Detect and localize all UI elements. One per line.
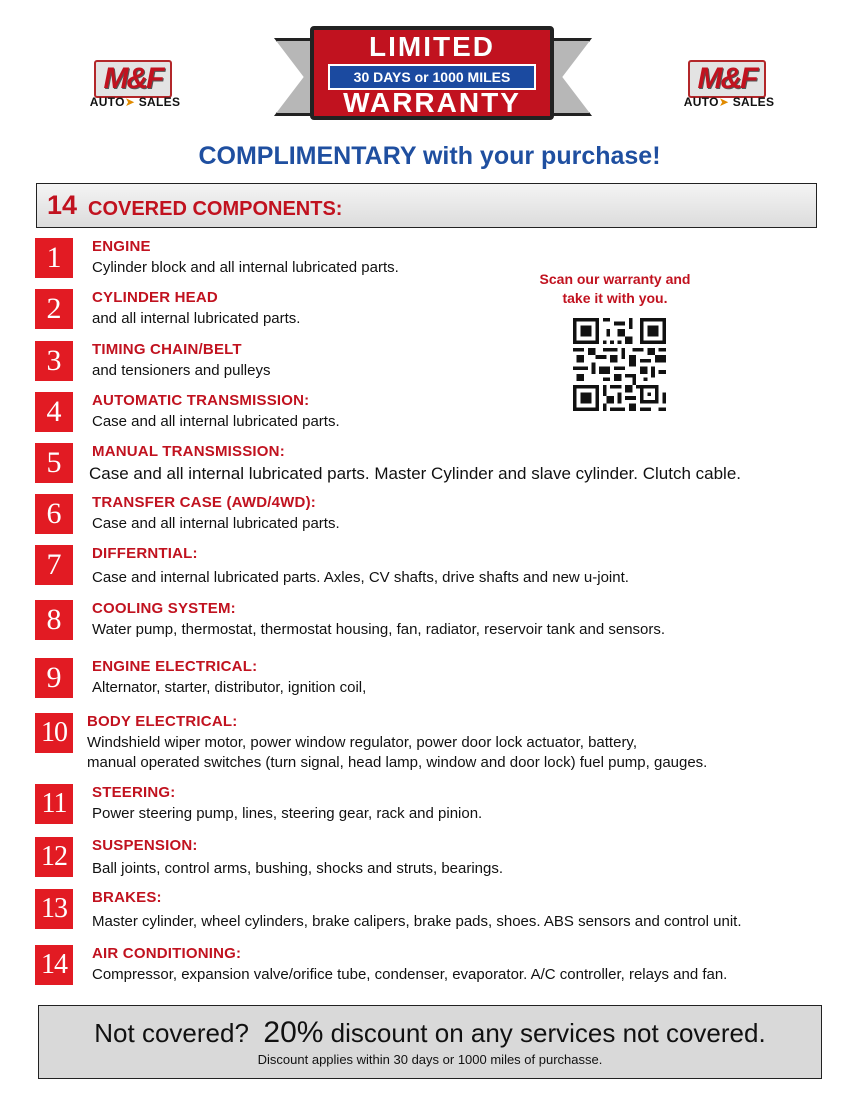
item-description: Case and internal lubricated parts. Axles, CV shafts, drive shafts and new u-joint. [92, 569, 629, 586]
logo-sub [80, 95, 190, 109]
item-title: SUSPENSION: [92, 837, 198, 854]
component-item [35, 600, 835, 646]
component-item [35, 289, 835, 335]
swoosh-icon: ➤ [718, 95, 730, 109]
badge-title-top: LIMITED [369, 31, 495, 62]
component-item [35, 713, 835, 775]
item-number: 7 [35, 545, 73, 585]
component-item [35, 837, 835, 883]
item-title: AIR CONDITIONING: [92, 945, 242, 962]
heading-label: COVERED COMPONENTS: [88, 198, 343, 220]
component-item [35, 494, 835, 540]
item-number: 11 [35, 784, 73, 824]
item-number: 3 [35, 341, 73, 381]
covered-heading [36, 183, 817, 228]
logo-mark: M&F [688, 60, 766, 98]
component-item [35, 545, 835, 591]
item-description: Ball joints, control arms, bushing, shocks and struts, bearings. [92, 860, 504, 877]
component-item [35, 341, 835, 387]
item-title: STEERING: [92, 784, 176, 801]
item-description: and tensioners and pulleys [92, 362, 271, 379]
item-number: 13 [35, 889, 73, 929]
component-item [35, 889, 835, 935]
item-description: and all internal lubricated parts. [92, 310, 301, 327]
component-item [35, 945, 835, 991]
component-item [35, 238, 835, 284]
item-title: DIFFERNTIAL: [92, 545, 198, 562]
item-title: BRAKES: [92, 889, 162, 906]
qr-caption-line2: take it with you. [562, 290, 668, 306]
logo-sub [674, 95, 784, 109]
item-title: TRANSFER CASE (AWD/4WD): [92, 494, 316, 511]
item-title: CYLINDER HEAD [92, 289, 218, 306]
item-description-line2: manual operated switches (turn signal, head lamp, window and door lock) fuel pump, gauges. [87, 754, 708, 771]
logo-mark: M&F [94, 60, 172, 98]
item-title: TIMING CHAIN/BELT [92, 341, 242, 358]
item-description: Case and all internal lubricated parts. [92, 515, 340, 532]
item-description: Case and all internal lubricated parts. Master Cylinder and slave cylinder. Clutch cable. [89, 464, 741, 483]
logo-right [674, 60, 784, 112]
item-title: ENGINE [92, 238, 151, 255]
item-number: 8 [35, 600, 73, 640]
badge-title-bottom: WARRANTY [343, 87, 521, 118]
component-item [35, 443, 835, 489]
item-description: Water pump, thermostat, thermostat housing, fan, radiator, reservoir tank and sensors. [92, 621, 666, 638]
item-description: Alternator, starter, distributor, ignition coil, [92, 679, 367, 696]
discount-line [39, 1016, 821, 1050]
item-title: AUTOMATIC TRANSMISSION: [92, 392, 310, 409]
item-description: Power steering pump, lines, steering gear, rack and pinion. [92, 805, 483, 822]
logo-left [80, 60, 190, 112]
swoosh-icon: ➤ [124, 95, 136, 109]
component-item [35, 784, 835, 830]
heading-count: 14 [47, 190, 78, 220]
item-title: BODY ELECTRICAL: [87, 713, 238, 730]
item-number: 4 [35, 392, 73, 432]
logo-sub-left: AUTO [683, 95, 719, 109]
item-number: 10 [35, 713, 73, 753]
item-description: Cylinder block and all internal lubricated parts. [92, 259, 399, 276]
discount-rest: discount on any services not covered. [330, 1018, 766, 1048]
item-number: 6 [35, 494, 73, 534]
item-number: 1 [35, 238, 73, 278]
component-item [35, 658, 835, 704]
item-title: MANUAL TRANSMISSION: [92, 443, 285, 460]
item-number: 5 [35, 443, 73, 483]
tagline: COMPLIMENTARY with your purchase! [198, 142, 661, 170]
item-description: Compressor, expansion valve/orifice tube, condenser, evaporator. A/C controller, relays and fan. [92, 966, 728, 983]
item-number: 12 [35, 837, 73, 877]
qr-caption-line1: Scan our warranty and [539, 271, 691, 287]
discount-percent: 20% [263, 1016, 324, 1049]
item-number: 9 [35, 658, 73, 698]
logo-sub-right: SALES [732, 95, 775, 109]
badge-core [310, 26, 554, 120]
item-title: ENGINE ELECTRICAL: [92, 658, 258, 675]
item-number: 2 [35, 289, 73, 329]
item-title: COOLING SYSTEM: [92, 600, 236, 617]
item-description: Case and all internal lubricated parts. [92, 413, 340, 430]
discount-lead: Not covered? [94, 1018, 249, 1048]
component-item [35, 392, 835, 438]
item-number: 14 [35, 945, 73, 985]
item-description: Master cylinder, wheel cylinders, brake calipers, brake pads, shoes. ABS sensors and control unit. [92, 913, 742, 930]
logo-sub-left: AUTO [89, 95, 125, 109]
warranty-badge [274, 24, 592, 124]
discount-note: Discount applies within 30 days or 1000 miles of purchasse. [257, 1052, 603, 1067]
not-covered-box [38, 1005, 822, 1079]
item-description: Windshield wiper motor, power window regulator, power door lock actuator, battery, [87, 734, 637, 751]
badge-strip: 30 DAYS or 1000 MILES [328, 64, 536, 90]
logo-sub-right: SALES [138, 95, 181, 109]
